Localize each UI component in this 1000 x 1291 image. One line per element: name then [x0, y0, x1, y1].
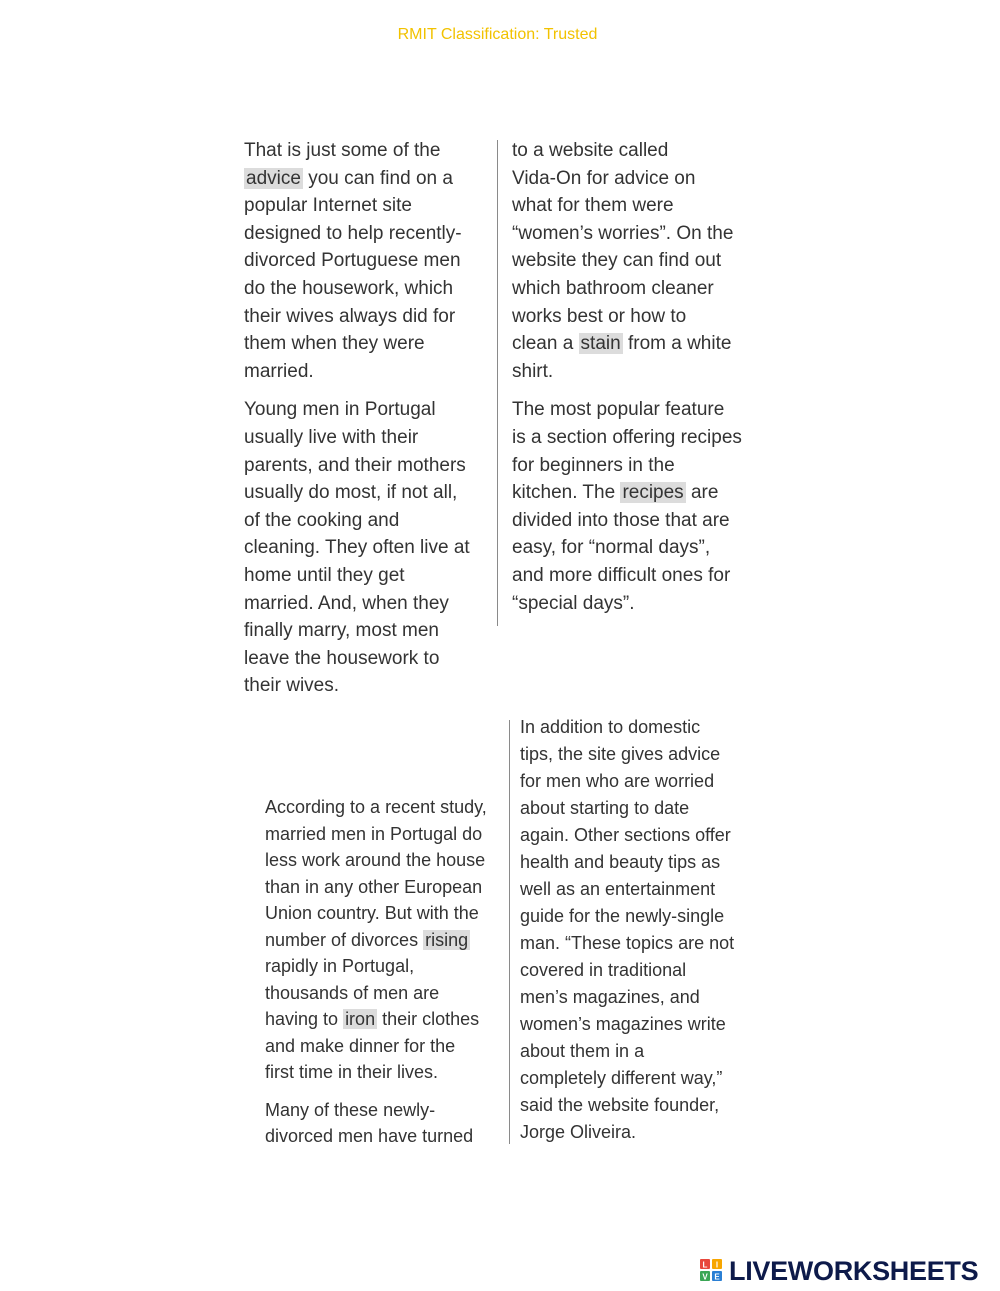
line-text: is a section offering recipes [512, 426, 742, 448]
paragraph [520, 714, 760, 1146]
liveworksheets-wordmark: LIVEWORKSHEETS [729, 1255, 979, 1286]
line-text: In addition to domestic [520, 717, 701, 737]
line-text: completely different way,” [520, 1068, 723, 1088]
highlighted-word: recipes [622, 482, 684, 504]
line-text: are [685, 482, 719, 504]
paragraph [512, 137, 762, 385]
highlighted-word: rising [425, 929, 469, 950]
line-text: and more difficult ones for [512, 564, 731, 586]
line-text: usually do most, if not all, [244, 482, 458, 504]
line-text: about starting to date [520, 798, 690, 818]
article-column-bottom-right [520, 714, 760, 1157]
paragraph [512, 396, 762, 617]
line-text: Young men in Portugal [244, 399, 436, 421]
line-text: covered in traditional [520, 960, 687, 980]
line-text: home until they get [244, 564, 405, 586]
line-text: what for them were [512, 195, 674, 217]
paragraph [265, 1097, 505, 1150]
line-text: That is just some of the [244, 140, 441, 161]
svg-text:V: V [702, 1272, 708, 1282]
line-text: usually live with their [244, 426, 419, 448]
line-text: Union country. But with the [265, 903, 479, 923]
line-text: tips, the site gives advice [520, 744, 721, 764]
line-text: divided into those that are [512, 509, 730, 531]
line-text: to a website called [512, 140, 669, 161]
column-divider [509, 720, 510, 1144]
line-text: again. Other sections offer [520, 825, 731, 845]
line-text: do the housework, which [244, 277, 454, 299]
line-text: number of divorces [265, 929, 424, 950]
line-text: According to a recent study, [265, 797, 487, 817]
line-text: them when they were [244, 333, 425, 355]
svg-text:L: L [702, 1260, 708, 1270]
line-text: kitchen. The [512, 482, 621, 504]
paragraph [244, 137, 494, 385]
line-text: their clothes [377, 1009, 480, 1029]
article-column-top-right [512, 137, 762, 628]
line-text: health and beauty tips as [520, 852, 721, 872]
highlighted-word: advice [246, 167, 301, 189]
line-text: rapidly in Portugal, [265, 956, 415, 976]
line-text: well as an entertainment [520, 879, 716, 899]
article-column-bottom-left [265, 794, 505, 1161]
line-text: married. And, when they [244, 592, 449, 614]
liveworksheets-logo [698, 1253, 978, 1289]
svg-text:E: E [714, 1272, 720, 1282]
line-text: first time in their lives. [265, 1062, 439, 1082]
line-text: “women’s worries”. On the [512, 222, 734, 244]
highlighted-word: stain [580, 333, 621, 355]
line-text: popular Internet site [244, 195, 412, 217]
line-text: which bathroom cleaner [512, 277, 714, 299]
column-divider [497, 140, 498, 626]
line-text: website they can find out [512, 250, 722, 272]
line-text: divorced Portuguese men [244, 250, 461, 272]
highlighted-word: iron [345, 1009, 376, 1029]
line-text: works best or how to [512, 305, 687, 327]
line-text: their wives always did for [244, 305, 456, 327]
line-text: The most popular feature [512, 399, 725, 421]
line-text: leave the housework to [244, 647, 440, 669]
line-text: thousands of men are [265, 982, 440, 1003]
line-text: women’s magazines write [520, 1014, 726, 1034]
svg-text:I: I [715, 1260, 719, 1270]
line-text: finally marry, most men [244, 620, 439, 642]
line-text: parents, and their mothers [244, 454, 466, 476]
line-text: and make dinner for the [265, 1035, 456, 1056]
line-text: from a white [622, 333, 732, 355]
line-text: Many of these newly- [265, 1099, 436, 1120]
liveworksheets-logo-icon [698, 1256, 726, 1286]
line-text: you can find on a [302, 167, 453, 189]
line-text: Vida-On for advice on [512, 167, 696, 189]
paragraph [265, 794, 505, 1086]
line-text: of the cooking and [244, 509, 400, 531]
classification-label: RMIT Classification: Trusted [397, 26, 598, 43]
line-text: for beginners in the [512, 454, 675, 476]
article-column-top-left [244, 137, 494, 711]
line-text: said the website founder, [520, 1095, 720, 1115]
line-text: divorced men have turned [265, 1126, 474, 1146]
line-text: “special days”. [512, 592, 635, 614]
line-text: having to [265, 1009, 344, 1029]
line-text: guide for the newly-single [520, 906, 725, 926]
line-text: less work around the house [265, 850, 486, 870]
line-text: men’s magazines, and [520, 987, 700, 1007]
line-text: man. “These topics are not [520, 933, 735, 953]
line-text: their wives. [244, 675, 340, 697]
line-text: than in any other European [265, 876, 483, 897]
line-text: clean a [512, 333, 579, 355]
paragraph [244, 396, 494, 700]
line-text: designed to help recently- [244, 222, 462, 244]
line-text: married. [244, 360, 314, 382]
line-text: cleaning. They often live at [244, 537, 470, 559]
line-text: for men who are worried [520, 771, 715, 791]
line-text: shirt. [512, 360, 554, 382]
line-text: easy, for “normal days”, [512, 537, 711, 559]
line-text: married men in Portugal do [265, 823, 483, 844]
line-text: about them in a [520, 1041, 645, 1061]
line-text: Jorge Oliveira. [520, 1122, 637, 1142]
